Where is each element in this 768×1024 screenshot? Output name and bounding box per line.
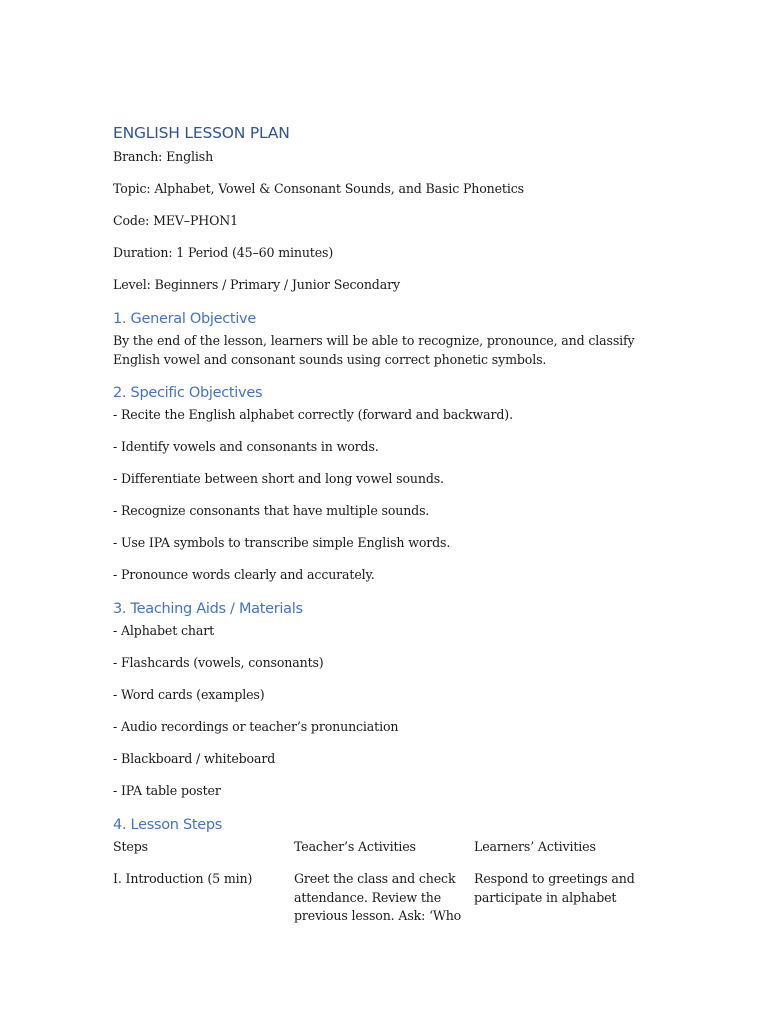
level-line: Level: Beginners / Primary / Junior Secondary [113, 277, 400, 292]
table-header-teacher: Teacher’s Activities [294, 839, 416, 854]
material-item: - Alphabet chart [113, 623, 214, 638]
branch-line: Branch: English [113, 149, 214, 164]
specific-objective-item: - Identify vowels and consonants in words. [113, 439, 379, 454]
material-item: - Word cards (examples) [113, 687, 265, 702]
table-cell-learners: Respond to greetings and participate in alphabet [474, 871, 635, 905]
table-cell-teacher: Greet the class and check attendance. Review the previous lesson. Ask: ‘Who [294, 871, 462, 923]
specific-objective-item: - Recite the English alphabet correctly (forward and backward). [113, 407, 513, 422]
table-header-learners: Learners’ Activities [474, 839, 596, 854]
material-item: - Flashcards (vowels, consonants) [113, 655, 324, 670]
topic-line: Topic: Alphabet, Vowel & Consonant Sounds, and Basic Phonetics [113, 181, 524, 196]
material-item: - Blackboard / whiteboard [113, 751, 276, 766]
materials-heading: 3. Teaching Aids / Materials [113, 601, 303, 617]
code-line: Code: MEV–PHON1 [113, 213, 239, 228]
general-objective-heading: 1. General Objective [113, 311, 256, 327]
general-objective-text: By the end of the lesson, learners will be able to recognize, pronounce, and classify English vowel and consonant sounds using correct phonetic symbols. [113, 333, 635, 367]
specific-objective-item: - Use IPA symbols to transcribe simple English words. [113, 535, 451, 550]
duration-line: Duration: 1 Period (45–60 minutes) [113, 245, 334, 260]
specific-objective-item: - Recognize consonants that have multiple sounds. [113, 503, 430, 518]
specific-objective-item: - Pronounce words clearly and accurately. [113, 567, 375, 582]
table-header-steps: Steps [113, 839, 148, 854]
table-cell-step: I. Introduction (5 min) [113, 871, 253, 886]
lesson-steps-heading: 4. Lesson Steps [113, 817, 223, 833]
document-title: ENGLISH LESSON PLAN [113, 124, 290, 142]
material-item: - Audio recordings or teacher’s pronunciation [113, 719, 399, 734]
specific-objectives-heading: 2. Specific Objectives [113, 385, 263, 401]
material-item: - IPA table poster [113, 783, 221, 798]
specific-objective-item: - Differentiate between short and long vowel sounds. [113, 471, 444, 486]
